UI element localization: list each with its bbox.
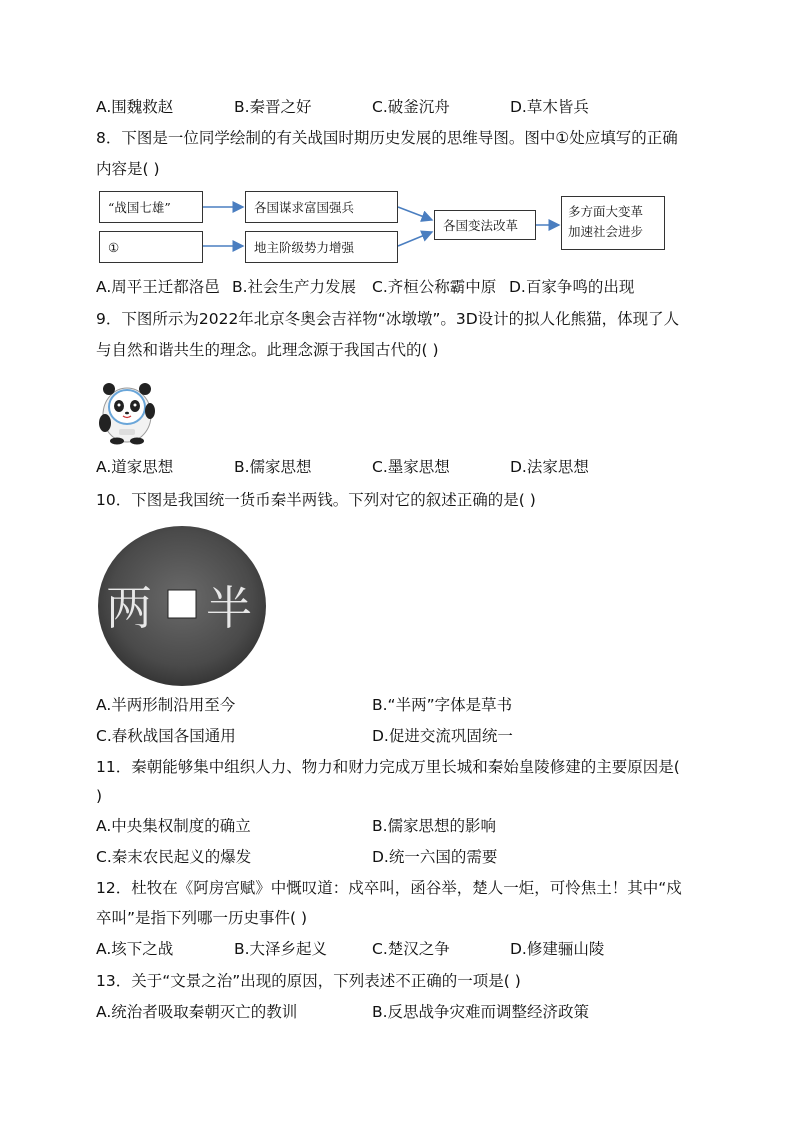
box-dizhu: 地主阶级势力增强 xyxy=(245,231,398,263)
q10-option-a: A.半两形制沿用至今 xyxy=(96,696,236,714)
box-mouqiu: 各国谋求富国强兵 xyxy=(245,191,398,223)
q11-option-c: C.秦末农民起义的爆发 xyxy=(96,848,252,866)
q9-option-a: A.道家思想 xyxy=(96,458,174,476)
q8-stem-line1: 8．下图是一位同学绘制的有关战国时期历史发展的思维导图。图中①处应填写的正确 xyxy=(96,129,678,147)
q13-option-a: A.统治者吸取秦朝灭亡的教训 xyxy=(96,1003,298,1021)
q12-option-c: C.楚汉之争 xyxy=(372,940,450,958)
box-result xyxy=(561,196,665,250)
q13-option-b: B.反思战争灾难而调整经济政策 xyxy=(372,1003,590,1021)
q9-option-b: B.儒家思想 xyxy=(234,458,312,476)
q12-option-b: B.大泽乡起义 xyxy=(234,940,328,958)
q10-stem: 10．下图是我国统一货币秦半两钱。下列对它的叙述正确的是( ) xyxy=(96,491,536,509)
coin-left-character: 两 xyxy=(106,581,152,635)
q13-stem: 13．关于“文景之治”出现的原因，下列表述不正确的一项是( ) xyxy=(96,972,521,990)
box-result-line2: 加速社会进步 xyxy=(568,224,644,239)
q12-stem-line1: 12．杜牧在《阿房宫赋》中慨叹道：戍卒叫，函谷举，楚人一炬，可怜焦土！其中“戍 xyxy=(96,879,682,897)
box-qixiong: “战国七雄” xyxy=(99,191,203,223)
bing-dwen-dwen-mascot-image xyxy=(97,377,157,445)
q9-stem-line2: 与自然和谐共生的理念。此理念源于我国古代的( ) xyxy=(96,341,439,359)
q11-stem-line2: ) xyxy=(96,787,103,805)
q8-stem-line2: 内容是( ) xyxy=(96,160,160,178)
arrow-mouqiu-to-bianfa xyxy=(398,207,432,220)
q11-stem-line1: 11．秦朝能够集中组织人力、物力和财力完成万里长城和秦始皇陵修建的主要原因是( xyxy=(96,758,680,776)
q7-option-a: A.围魏救赵 xyxy=(96,98,174,116)
q11-option-b: B.儒家思想的影响 xyxy=(372,817,497,835)
q12-stem-line2: 卒叫”是指下列哪一历史事件( ) xyxy=(96,909,308,927)
coin-right-character: 半 xyxy=(206,581,252,635)
q8-option-d: D.百家争鸣的出现 xyxy=(509,278,635,296)
q7-option-c: C.破釜沉舟 xyxy=(372,98,450,116)
box-result-line1: 多方面大变革 xyxy=(568,204,644,219)
q8-option-b: B.社会生产力发展 xyxy=(232,278,357,296)
box-bianfa: 各国变法改革 xyxy=(434,210,536,240)
q11-option-d: D.统一六国的需要 xyxy=(372,848,498,866)
q10-option-d: D.促进交流巩固统一 xyxy=(372,727,513,745)
q8-option-c: C.齐桓公称霸中原 xyxy=(372,278,497,296)
box-blank: ① xyxy=(99,231,203,263)
q10-option-b: B.“半两”字体是草书 xyxy=(372,696,513,714)
q11-option-a: A.中央集权制度的确立 xyxy=(96,817,251,835)
q8-option-a: A.周平王迁都洛邑 xyxy=(96,278,220,296)
q7-option-b: B.秦晋之好 xyxy=(234,98,312,116)
q9-option-d: D.法家思想 xyxy=(510,458,589,476)
q7-option-d: D.草木皆兵 xyxy=(510,98,589,116)
arrow-dizhu-to-bianfa xyxy=(398,232,432,246)
q12-option-d: D.修建骊山陵 xyxy=(510,940,605,958)
q12-option-a: A.垓下之战 xyxy=(96,940,174,958)
q9-option-c: C.墨家思想 xyxy=(372,458,450,476)
q9-stem-line1: 9．下图所示为2022年北京冬奥会吉祥物“冰墩墩”。3D设计的拟人化熊猫，体现了人 xyxy=(96,310,680,328)
qin-banliang-coin-image xyxy=(96,524,268,688)
q10-option-c: C.春秋战国各国通用 xyxy=(96,727,236,745)
